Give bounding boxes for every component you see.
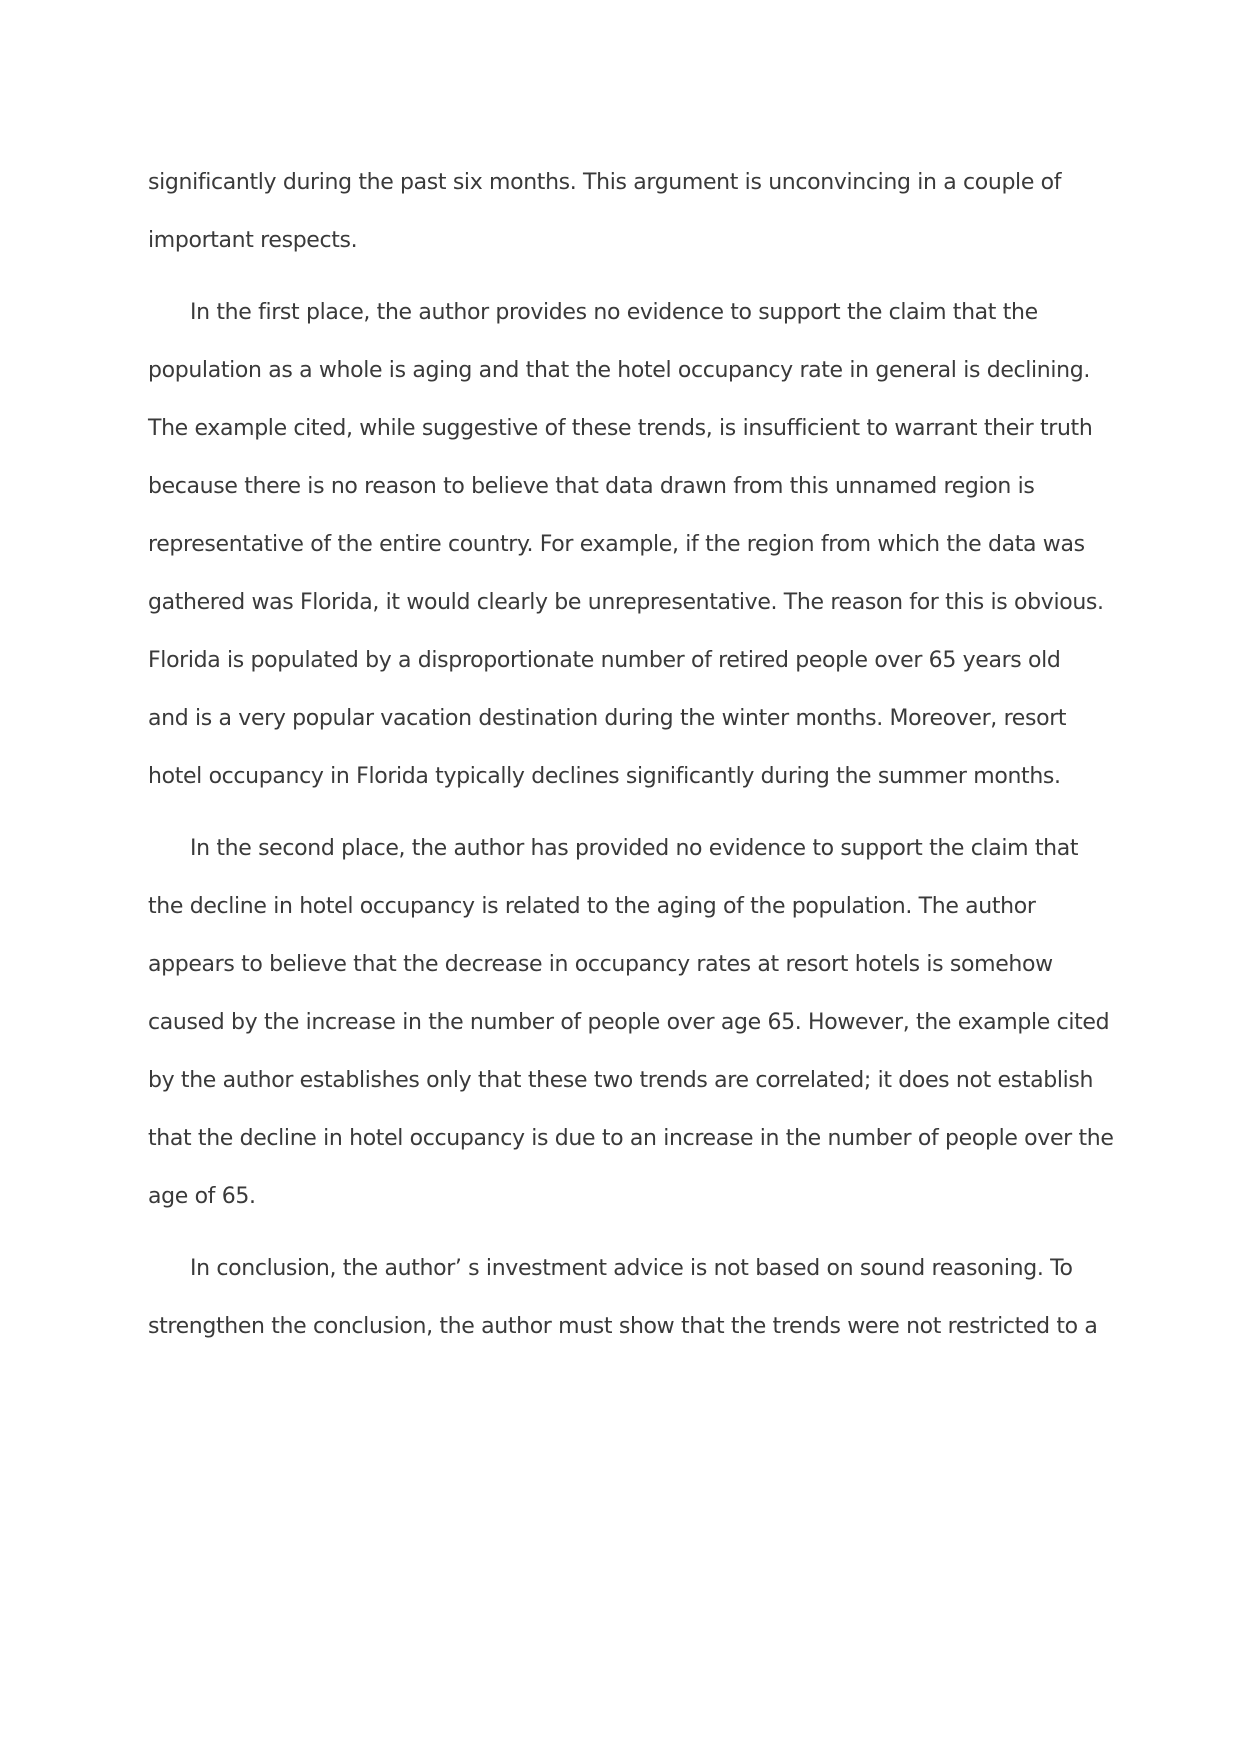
- paragraph-3-line-7: age of 65.: [148, 1184, 256, 1209]
- paragraph-2-line-5: representative of the entire country. For example, if the region from which the data was: [148, 532, 1085, 557]
- paragraph-2-line-1: In the first place, the author provides no evidence to support the claim that the: [190, 300, 1038, 325]
- paragraph-3-line-3: appears to believe that the decrease in occupancy rates at resort hotels is somehow: [148, 952, 1053, 977]
- paragraph-3-line-1: In the second place, the author has provided no evidence to support the claim that: [190, 836, 1079, 861]
- paragraph-2-line-8: and is a very popular vacation destination during the winter months. Moreover, resort: [148, 706, 1067, 731]
- paragraph-2-line-3: The example cited, while suggestive of these trends, is insufficient to warrant their truth: [148, 416, 1093, 441]
- paragraph-2-line-7: Florida is populated by a disproportionate number of retired people over 65 years old: [148, 648, 1061, 673]
- paragraph-1-line-1: significantly during the past six months. This argument is unconvincing in a couple of: [148, 170, 1062, 195]
- paragraph-3-line-2: the decline in hotel occupancy is related to the aging of the population. The author: [148, 894, 1036, 919]
- paragraph-3-line-5: by the author establishes only that these two trends are correlated; it does not establish: [148, 1068, 1094, 1093]
- paragraph-4-line-1: In conclusion, the author’ s investment advice is not based on sound reasoning. To: [190, 1256, 1073, 1281]
- paragraph-2-line-9: hotel occupancy in Florida typically declines significantly during the summer months.: [148, 764, 1061, 789]
- paragraph-3-line-6: that the decline in hotel occupancy is due to an increase in the number of people over the: [148, 1126, 1114, 1151]
- paragraph-4-line-2: strengthen the conclusion, the author must show that the trends were not restricted to a: [148, 1314, 1098, 1339]
- paragraph-2-line-6: gathered was Florida, it would clearly be unrepresentative. The reason for this is obvious.: [148, 590, 1104, 615]
- paragraph-2-line-2: population as a whole is aging and that the hotel occupancy rate in general is declining.: [148, 358, 1090, 383]
- paragraph-1-line-2: important respects.: [148, 228, 358, 253]
- paragraph-2-line-4: because there is no reason to believe that data drawn from this unnamed region is: [148, 474, 1035, 499]
- paragraph-3-line-4: caused by the increase in the number of people over age 65. However, the example cited: [148, 1010, 1110, 1035]
